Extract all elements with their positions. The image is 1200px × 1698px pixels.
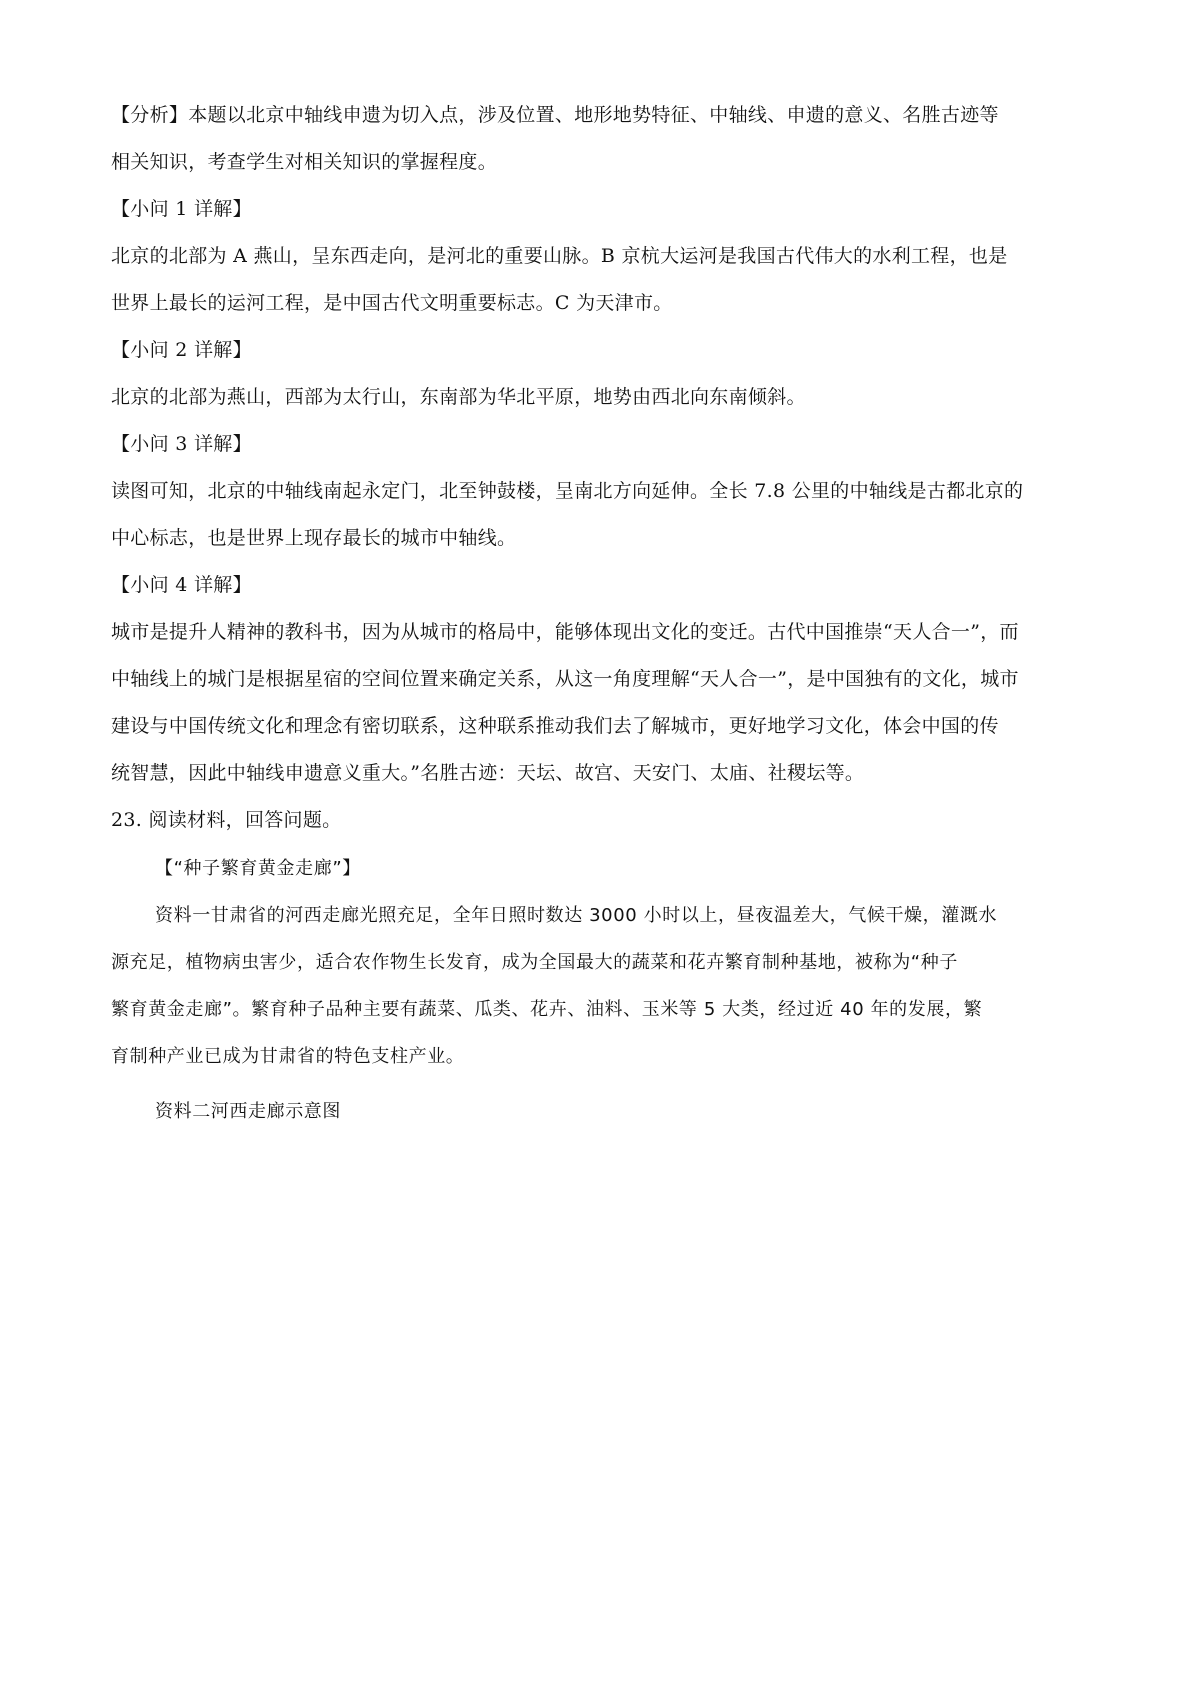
q4-heading: 【小问 4 详解】 — [111, 574, 252, 596]
q23-title: 23. 阅读材料，回答问题。 — [111, 809, 342, 831]
q2-section — [111, 327, 1101, 421]
q4-line: 中轴线上的城门是根据星宿的空间位置来确定关系，从这一角度理解“天人合一”，是中国独有的文化，城市 — [111, 668, 1019, 690]
q1-heading: 【小问 1 详解】 — [111, 198, 252, 220]
q1-section — [111, 186, 1101, 327]
material1-line: 繁育黄金走廊”。繁育种子品种主要有蔬菜、瓜类、花卉、油料、玉米等 5 大类，经过近 40 年的发展，繁 — [111, 999, 983, 1020]
q3-heading: 【小问 3 详解】 — [111, 433, 252, 455]
q4-line: 建设与中国传统文化和理念有密切联系，这种联系推动我们去了解城市，更好地学习文化，体会中国的传 — [111, 715, 999, 737]
q3-section — [111, 421, 1101, 562]
analysis-line: 相关知识，考查学生对相关知识的掌握程度。 — [111, 151, 498, 173]
q1-line: 北京的北部为 A 燕山，呈东西走向，是河北的重要山脉。B 京杭大运河是我国古代伟大的水利工程，也是 — [111, 245, 1008, 267]
material2-title: 资料二河西走廊示意图 — [155, 1101, 341, 1122]
material1-line: 育制种产业已成为甘肃省的特色支柱产业。 — [111, 1046, 465, 1067]
analysis-line: 【分析】本题以北京中轴线申遗为切入点，涉及位置、地形地势特征、中轴线、申遗的意义、名胜古迹等 — [111, 104, 999, 126]
q1-line: 世界上最长的运河工程，是中国古代文明重要标志。C 为天津市。 — [111, 292, 673, 314]
analysis-section — [111, 92, 1101, 186]
q23-material — [111, 845, 1101, 1135]
q23-section — [111, 797, 1101, 844]
material1-line: 资料一甘肃省的河西走廊光照充足，全年日照时数达 3000 小时以上，昼夜温差大，气候干燥，灌溉水 — [155, 905, 998, 926]
q3-line: 读图可知，北京的中轴线南起永定门，北至钟鼓楼，呈南北方向延伸。全长 7.8 公里的中轴线是古都北京的 — [111, 480, 1024, 502]
q3-line: 中心标志，也是世界上现存最长的城市中轴线。 — [111, 527, 517, 549]
q2-heading: 【小问 2 详解】 — [111, 339, 252, 361]
q4-line: 统智慧，因此中轴线申遗意义重大。”名胜古迹：天坛、故宫、天安门、太庙、社稷坛等。 — [111, 762, 865, 784]
q4-section — [111, 562, 1101, 797]
q4-line: 城市是提升人精神的教科书，因为从城市的格局中，能够体现出文化的变迁。古代中国推崇“天人合一”，而 — [111, 621, 1019, 643]
q23-section-title: 【“种子繁育黄金走廊”】 — [155, 858, 361, 879]
material1-line: 源充足，植物病虫害少，适合农作物生长发育，成为全国最大的蔬菜和花卉繁育制种基地，被称为“种子 — [111, 952, 958, 973]
q2-line: 北京的北部为燕山，西部为太行山，东南部为华北平原，地势由西北向东南倾斜。 — [111, 386, 806, 408]
